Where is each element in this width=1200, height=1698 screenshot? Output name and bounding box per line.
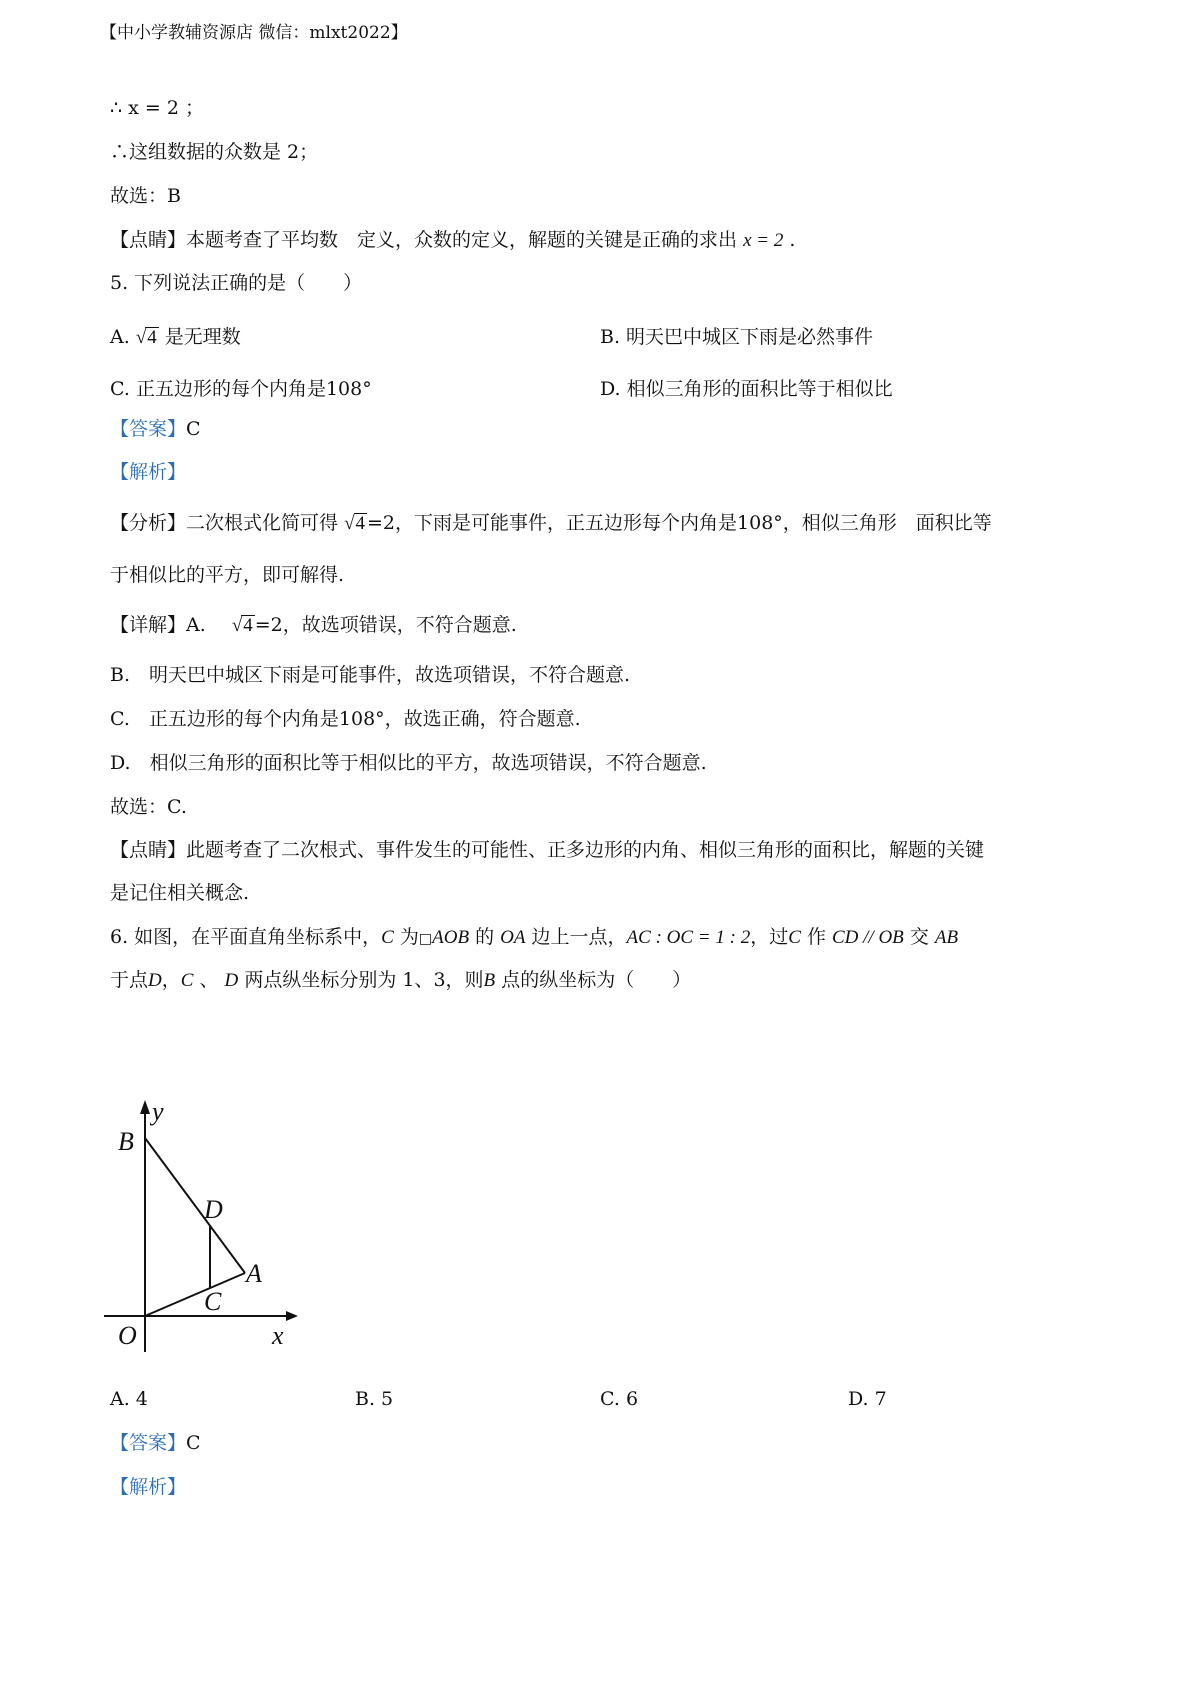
q6-answer-value: C [186, 1432, 201, 1454]
q6-stem-line2 [110, 969, 691, 993]
q5-option-b: B. 明天巴中城区下雨是必然事件 [600, 326, 874, 348]
q5-stem: 5. 下列说法正确的是（ ） [110, 272, 363, 294]
q5-fenxi-radicand: 4 [355, 513, 366, 534]
q6-math-d: D [148, 970, 162, 991]
label-y: y [152, 1097, 164, 1126]
q6-stem-text: ，过 [750, 926, 789, 948]
line-choose-b: 故选：B [110, 185, 181, 207]
q5-fenxi-label: 【分析】 [110, 512, 187, 534]
line-mode: ∴这组数据的众数是 2； [110, 141, 319, 163]
q6-math-d: D [224, 970, 239, 991]
label-a: A [246, 1259, 262, 1288]
q6-stem-text: 的 [469, 926, 495, 948]
q6-math-oa: OA [500, 927, 526, 948]
q5-xiangjie-a-prefix: A. [186, 614, 206, 636]
q6-stem-text: 交 [903, 926, 929, 948]
q5-dianjing-label: 【点睛】 [110, 839, 187, 861]
q6-stem-text: 作 [800, 926, 826, 948]
q6-option-c: C. 6 [600, 1388, 639, 1410]
q6-missing-glyph: □ [418, 931, 433, 947]
q5-xiangjie-c: C. 正五边形的每个内角是108°，故选正确，符合题意. [110, 708, 581, 730]
page-header: 【中小学教辅资源店 微信：mlxt2022】 [100, 23, 408, 43]
q6-math-ratio: AC : OC = 1 : 2 [626, 927, 751, 948]
q6-stem-text: 边上一点， [525, 926, 627, 948]
comment-label: 【点睛】 [110, 229, 187, 251]
y-axis-arrow [140, 1100, 150, 1114]
q6-option-b: B. 5 [355, 1388, 394, 1410]
q6-stem-text: 两点纵坐标分别为 1、3，则 [238, 969, 484, 991]
q5-option-a-prefix: A. [110, 326, 130, 348]
label-b: B [118, 1127, 134, 1156]
q6-answer-label: 【答案】 [110, 1432, 187, 1454]
segment-ab [145, 1138, 245, 1273]
q5-xiangjie-d: D. 相似三角形的面积比等于相似比的平方，故选项错误，不符合题意. [110, 752, 707, 774]
q5-dianjing [110, 839, 984, 862]
q5-option-a-text: 是无理数 [164, 326, 241, 348]
comment-text: 本题考查了平均数 定义，众数的定义，解题的关键是正确的求出 [186, 229, 738, 251]
q6-stem-line1 [110, 926, 958, 950]
sqrt-symbol: √4 [231, 615, 253, 636]
q5-fenxi-text1: 二次根式化简可得 [186, 512, 339, 534]
q5-fenxi-line2: 于相似比的平方，即可解得. [110, 564, 345, 586]
q5-answer [110, 418, 201, 441]
segment-oa [145, 1273, 245, 1316]
coordinate-diagram [100, 1090, 330, 1360]
line-therefore-x: ∴ x = 2 ； [110, 97, 204, 119]
q6-stem-text: ， [161, 969, 181, 991]
sqrt-symbol: √4 [135, 327, 157, 348]
q5-xiangjie-b: B. 明天巴中城区下雨是可能事件，故选项错误，不符合题意. [110, 664, 631, 686]
q6-math-aob: AOB [432, 927, 470, 948]
q6-math-c: C [788, 927, 801, 948]
label-c: C [204, 1287, 222, 1316]
q5-xiangjie-radicand: 4 [243, 615, 253, 636]
q6-math-cd-parallel-ob: CD // OB [832, 927, 904, 948]
q5-option-d: D. 相似三角形的面积比等于相似比 [600, 378, 893, 400]
q5-fenxi [110, 512, 992, 536]
q5-option-a [110, 322, 241, 349]
q5-xiangjie-a-text: =2，故选项错误，不符合题意. [254, 614, 517, 636]
label-d: D [204, 1195, 223, 1224]
q5-answer-label: 【答案】 [110, 418, 187, 440]
comment-end: . [783, 229, 796, 251]
q6-stem-text: 、 [193, 969, 219, 991]
q5-dianjing-text: 此题考查了二次根式、事件发生的可能性、正多边形的内角、相似三角形的面积比，解题的关键 [186, 839, 985, 861]
q6-math-c: C [381, 927, 394, 948]
q5-xiangjie-label: 【详解】 [110, 614, 187, 636]
label-o: O [118, 1321, 137, 1350]
x-axis-arrow [286, 1311, 298, 1321]
q6-option-d: D. 7 [848, 1388, 887, 1410]
q6-math-ab: AB [934, 927, 959, 948]
q6-option-a: A. 4 [110, 1388, 148, 1410]
q6-stem-text: 6. 如图，在平面直角坐标系中， [110, 926, 382, 948]
q6-stem-text: 为 [393, 926, 419, 948]
q6-math-c: C [180, 970, 194, 991]
label-x: x [272, 1321, 284, 1350]
q6-stem-text: 点的纵坐标为（ ） [495, 969, 692, 991]
line-comment [110, 229, 795, 253]
q5-choose-c: 故选：C. [110, 796, 187, 818]
q5-dianjing-line2: 是记住相关概念. [110, 882, 250, 904]
q6-answer [110, 1432, 201, 1455]
q5-analysis-label: 【解析】 [110, 461, 187, 483]
q6-stem-text: 于点 [110, 969, 149, 991]
q5-option-a-radicand: 4 [147, 327, 157, 348]
q6-analysis-label: 【解析】 [110, 1476, 187, 1498]
q5-fenxi-text2: =2，下雨是可能事件，正五边形每个内角是108°，相似三角形 面积比等 [367, 512, 992, 534]
comment-math: x = 2 [743, 230, 784, 251]
q6-math-b: B [483, 970, 496, 991]
sqrt-symbol: √4 [344, 513, 366, 534]
q5-option-c: C. 正五边形的每个内角是108° [110, 378, 372, 400]
q5-answer-value: C [186, 418, 201, 440]
q5-xiangjie-a [110, 614, 517, 638]
